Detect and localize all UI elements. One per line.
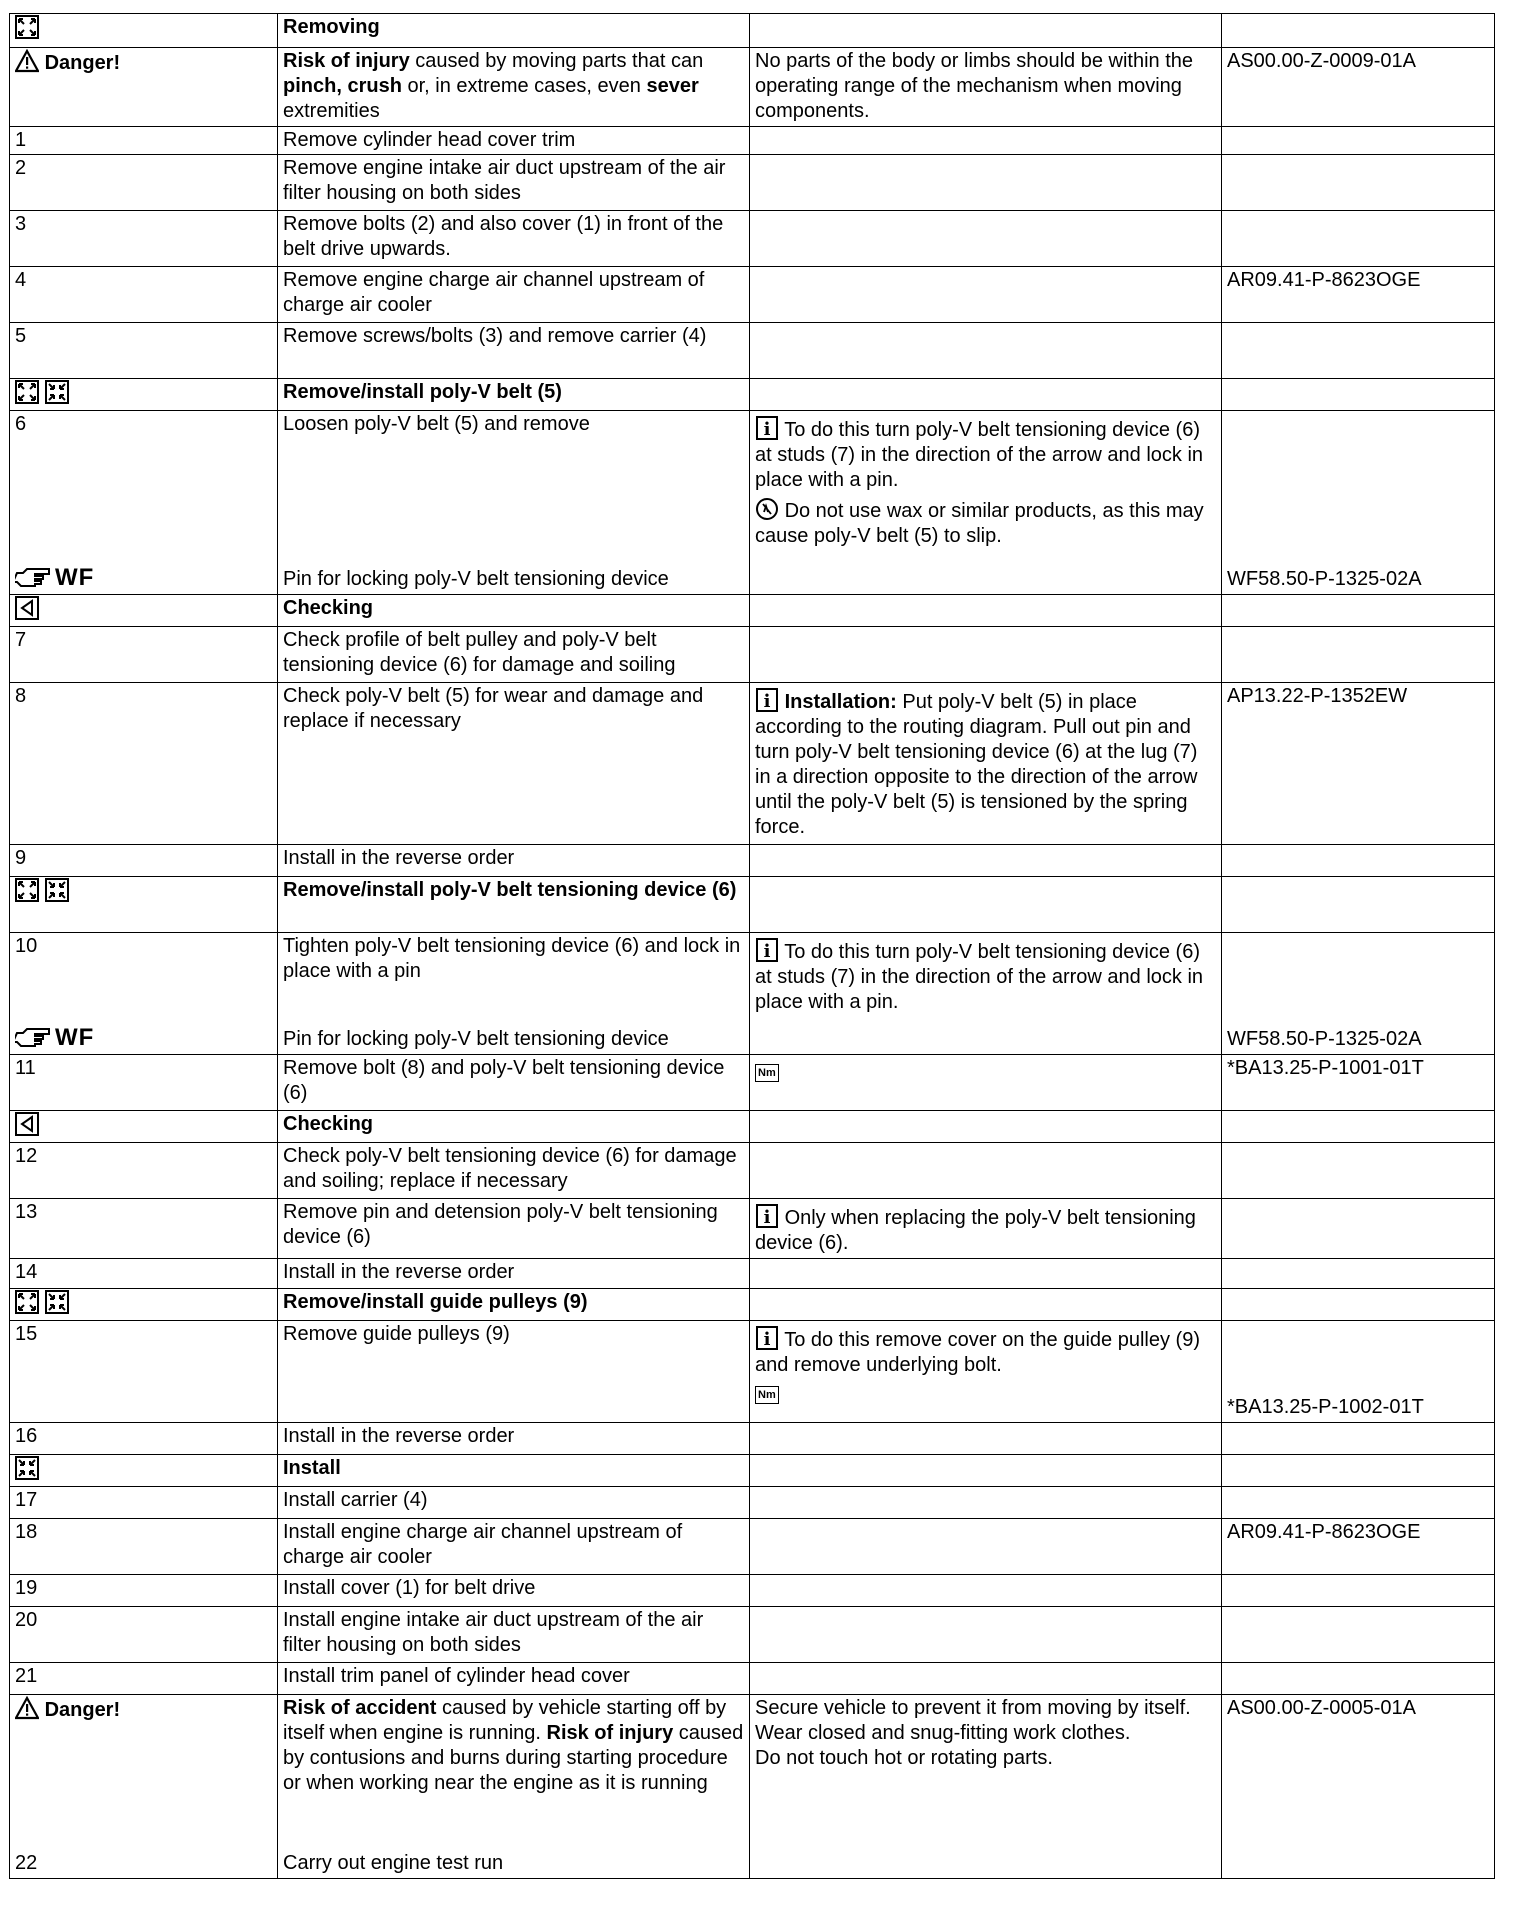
note-cell [750, 1423, 1222, 1455]
step-cell [10, 1199, 278, 1259]
step-number: 8 [15, 685, 27, 707]
instruction-text: Carry out engine test run [283, 1852, 504, 1874]
special-tool-label: WF [55, 564, 95, 591]
info-icon [755, 688, 779, 712]
table-row [10, 1321, 1495, 1423]
instruction-text: Tighten poly-V belt tensioning device (6) and lock in place with a pin [283, 935, 741, 982]
warning-text: caused by vehicle starting off by itself when engine is running. [283, 1697, 727, 1744]
reference-cell [1222, 877, 1495, 933]
reference-cell [1222, 323, 1495, 379]
step-cell [10, 155, 278, 211]
instruction-cell [278, 933, 750, 1055]
instruction-text: Remove engine charge air channel upstream of charge air cooler [283, 269, 705, 316]
document-reference-link[interactable]: WF58.50-P-1325-02A [1227, 1028, 1422, 1050]
instruction-cell [278, 683, 750, 845]
note-cell [750, 1259, 1222, 1289]
step-cell [10, 267, 278, 323]
table-row [10, 127, 1495, 155]
note-text: To do this remove cover on the guide pulley (9) and remove underlying bolt. [755, 1329, 1200, 1376]
table-row [10, 379, 1495, 411]
table-row [10, 1607, 1495, 1663]
step-cell [10, 1695, 278, 1879]
instruction-text: Remove bolt (8) and poly-V belt tensioning device (6) [283, 1057, 725, 1104]
step-cell [10, 323, 278, 379]
note-cell [750, 1199, 1222, 1259]
table-row [10, 1111, 1495, 1143]
note-cell [750, 845, 1222, 877]
table-row [10, 14, 1495, 48]
checking-icon [15, 596, 39, 620]
instruction-cell [278, 14, 750, 48]
reference-cell [1222, 1423, 1495, 1455]
section-heading: Remove/install guide pulleys (9) [283, 1291, 588, 1313]
hand-pointer-icon [15, 1025, 55, 1049]
table-row [10, 1289, 1495, 1321]
warning-icon [15, 1696, 39, 1720]
instruction-cell [278, 1487, 750, 1519]
table-row [10, 1055, 1495, 1111]
step-cell [10, 933, 278, 1055]
instruction-text: Install cover (1) for belt drive [283, 1577, 536, 1599]
reference-cell [1222, 48, 1495, 127]
reference-cell [1222, 933, 1495, 1055]
note-cell [750, 127, 1222, 155]
step-cell [10, 1055, 278, 1111]
instruction-text: Remove engine intake air duct upstream of the air filter housing on both sides [283, 157, 726, 204]
document-reference-link[interactable]: AS00.00-Z-0009-01A [1227, 50, 1417, 72]
install-icon [45, 1290, 69, 1314]
note-cell [750, 155, 1222, 211]
instruction-text: Check poly-V belt tensioning device (6) for damage and soiling; replace if necessary [283, 1145, 737, 1192]
instruction-cell [278, 211, 750, 267]
note-text: Wear closed and snug-fitting work clothes. [755, 1722, 1131, 1744]
reference-cell [1222, 1663, 1495, 1695]
instruction-cell [278, 1519, 750, 1575]
step-cell [10, 1289, 278, 1321]
reference-cell [1222, 1055, 1495, 1111]
reference-cell [1222, 1259, 1495, 1289]
instruction-cell [278, 155, 750, 211]
warning-icon [15, 49, 39, 73]
step-cell [10, 14, 278, 48]
note-cell [750, 1455, 1222, 1487]
instruction-text: Install in the reverse order [283, 1425, 515, 1447]
instruction-cell [278, 1259, 750, 1289]
step-cell [10, 627, 278, 683]
step-number: 13 [15, 1201, 38, 1223]
instruction-cell [278, 1289, 750, 1321]
step-cell [10, 1575, 278, 1607]
step-cell [10, 379, 278, 411]
note-text: To do this turn poly-V belt tensioning device (6) at studs (7) in the direction of the arrow and lock in place with a pin. [755, 941, 1204, 1013]
instruction-cell [278, 1199, 750, 1259]
note-text: To do this turn poly-V belt tensioning device (6) at studs (7) in the direction of the arrow and lock in place with a pin. [755, 419, 1204, 491]
step-cell [10, 1259, 278, 1289]
instruction-cell [278, 1055, 750, 1111]
note-cell [750, 877, 1222, 933]
special-tool-label: WF [55, 1024, 95, 1051]
document-reference-link[interactable]: WF58.50-P-1325-02A [1227, 568, 1422, 590]
svg-text:i: i [763, 419, 771, 440]
instruction-cell [278, 411, 750, 595]
reference-cell [1222, 14, 1495, 48]
step-number: 4 [15, 269, 27, 291]
reference-cell [1222, 211, 1495, 267]
instruction-text: Install in the reverse order [283, 847, 515, 869]
table-row [10, 877, 1495, 933]
section-heading: Removing [283, 16, 380, 38]
tool-description: Pin for locking poly-V belt tensioning device [283, 1028, 669, 1050]
step-cell [10, 411, 278, 595]
instruction-cell [278, 1663, 750, 1695]
table-row [10, 48, 1495, 127]
reference-cell [1222, 379, 1495, 411]
step-number: 5 [15, 325, 27, 347]
warning-text: caused by moving parts that can [409, 50, 704, 72]
table-row [10, 595, 1495, 627]
table-row [10, 211, 1495, 267]
note-cell [750, 1289, 1222, 1321]
instruction-cell [278, 267, 750, 323]
step-number: 14 [15, 1261, 38, 1283]
instruction-cell [278, 1111, 750, 1143]
table-row [10, 1199, 1495, 1259]
warning-text: Risk of injury [283, 50, 410, 72]
caution-icon [755, 497, 779, 521]
note-cell [750, 48, 1222, 127]
reference-cell [1222, 1695, 1495, 1879]
table-row [10, 1423, 1495, 1455]
note-cell [750, 627, 1222, 683]
reference-cell [1222, 595, 1495, 627]
checking-icon [15, 1112, 39, 1136]
table-row [10, 933, 1495, 1055]
step-cell [10, 48, 278, 127]
svg-text:i: i [763, 941, 771, 962]
warning-text: or, in extreme cases, even [401, 75, 647, 97]
table-row [10, 1259, 1495, 1289]
note-text: No parts of the body or limbs should be within the operating range of the mechanism when moving components. [755, 50, 1194, 122]
step-cell [10, 211, 278, 267]
instruction-cell [278, 1455, 750, 1487]
section-heading: Remove/install poly-V belt tensioning device (6) [283, 879, 737, 901]
instruction-text: Check profile of belt pulley and poly-V belt tensioning device (6) for damage and soiling [283, 629, 676, 676]
step-number: 9 [15, 847, 27, 869]
reference-cell [1222, 845, 1495, 877]
reference-cell [1222, 1289, 1495, 1321]
reference-cell [1222, 683, 1495, 845]
step-number: 19 [15, 1577, 38, 1599]
step-number: 16 [15, 1425, 38, 1447]
note-cell [750, 1519, 1222, 1575]
table-row [10, 683, 1495, 845]
step-number: 17 [15, 1489, 38, 1511]
step-number: 11 [15, 1057, 36, 1079]
table-row [10, 1487, 1495, 1519]
table-row [10, 1695, 1495, 1879]
section-heading: Checking [283, 597, 374, 619]
table-row [10, 845, 1495, 877]
table-row [10, 267, 1495, 323]
step-number: 3 [15, 213, 27, 235]
note-cell [750, 933, 1222, 1055]
document-reference-link[interactable]: AS00.00-Z-0005-01A [1227, 1697, 1417, 1719]
step-number: 20 [15, 1609, 38, 1631]
note-cell [750, 1487, 1222, 1519]
svg-text:i: i [763, 1329, 771, 1350]
step-number: 12 [15, 1145, 38, 1167]
document-reference-link[interactable]: *BA13.25-P-1001-01T [1227, 1057, 1424, 1079]
instruction-text: Install trim panel of cylinder head cover [283, 1665, 630, 1687]
instruction-text: Remove screws/bolts (3) and remove carrier (4) [283, 325, 707, 347]
step-cell [10, 877, 278, 933]
note-heading: Installation: [784, 691, 897, 713]
step-number: 22 [15, 1852, 38, 1874]
note-cell [750, 379, 1222, 411]
instruction-text: Loosen poly-V belt (5) and remove [283, 413, 590, 435]
hand-pointer-icon [15, 565, 55, 589]
instruction-cell [278, 845, 750, 877]
remove-icon [15, 1290, 39, 1314]
info-icon [755, 416, 779, 440]
step-cell [10, 1111, 278, 1143]
step-number: 10 [15, 935, 38, 957]
remove-icon [15, 878, 39, 902]
step-number: 18 [15, 1521, 38, 1543]
instruction-text: Check poly-V belt (5) for wear and damage and replace if necessary [283, 685, 704, 732]
info-icon [755, 1326, 779, 1350]
torque-icon: Nm [755, 1064, 779, 1082]
note-text: Only when replacing the poly-V belt tensioning device (6). [755, 1207, 1196, 1254]
note-cell [750, 1321, 1222, 1423]
instruction-text: Remove guide pulleys (9) [283, 1323, 510, 1345]
warning-text: sever [646, 75, 699, 97]
warning-text: Risk of injury [546, 1722, 674, 1744]
note-cell [750, 411, 1222, 595]
instruction-cell [278, 127, 750, 155]
note-cell [750, 211, 1222, 267]
step-cell [10, 845, 278, 877]
install-icon [15, 1456, 39, 1480]
step-cell [10, 127, 278, 155]
step-number: 21 [15, 1665, 38, 1687]
reference-cell [1222, 1519, 1495, 1575]
instruction-cell [278, 595, 750, 627]
note-cell [750, 267, 1222, 323]
reference-cell [1222, 1607, 1495, 1663]
step-cell [10, 595, 278, 627]
reference-cell [1222, 155, 1495, 211]
reference-cell [1222, 1487, 1495, 1519]
section-heading: Remove/install poly-V belt (5) [283, 381, 562, 403]
note-cell [750, 1111, 1222, 1143]
step-number: 7 [15, 629, 27, 651]
step-cell [10, 683, 278, 845]
instruction-text: Install engine charge air channel upstream of charge air cooler [283, 1521, 683, 1568]
reference-cell [1222, 1111, 1495, 1143]
table-row [10, 1663, 1495, 1695]
caution-text: Do not use wax or similar products, as this may cause poly-V belt (5) to slip. [755, 500, 1204, 547]
repair-procedure-table [9, 13, 1495, 1879]
instruction-cell [278, 877, 750, 933]
note-cell [750, 1143, 1222, 1199]
remove-icon [15, 15, 39, 39]
instruction-cell [278, 1321, 750, 1423]
reference-cell [1222, 411, 1495, 595]
instruction-cell [278, 1695, 750, 1879]
step-cell [10, 1455, 278, 1487]
note-cell [750, 14, 1222, 48]
warning-text: caused by contusions and burns during starting procedure or when working near the engine as it is running [283, 1722, 744, 1794]
instruction-text: Install engine intake air duct upstream of the air filter housing on both sides [283, 1609, 704, 1656]
reference-cell [1222, 127, 1495, 155]
svg-text:i: i [763, 1207, 771, 1228]
reference-cell [1222, 1321, 1495, 1423]
note-cell [750, 323, 1222, 379]
section-heading: Install [283, 1457, 341, 1479]
instruction-cell [278, 627, 750, 683]
step-number: 6 [15, 413, 27, 435]
document-reference-link[interactable]: AR09.41-P-8623OGE [1227, 269, 1421, 291]
remove-icon [15, 380, 39, 404]
table-row [10, 411, 1495, 595]
step-cell [10, 1423, 278, 1455]
document-reference-link[interactable]: *BA13.25-P-1002-01T [1227, 1396, 1424, 1418]
instruction-cell [278, 1423, 750, 1455]
step-cell [10, 1607, 278, 1663]
table-row [10, 1519, 1495, 1575]
reference-cell [1222, 1575, 1495, 1607]
instruction-text: Install carrier (4) [283, 1489, 428, 1511]
install-icon [45, 380, 69, 404]
torque-icon: Nm [755, 1386, 779, 1404]
warning-text: pinch, crush [283, 75, 402, 97]
step-cell [10, 1487, 278, 1519]
instruction-text: Remove bolts (2) and also cover (1) in front of the belt drive upwards. [283, 213, 724, 260]
document-reference-link[interactable]: AR09.41-P-8623OGE [1227, 1521, 1421, 1543]
warning-text: Risk of accident [283, 1697, 437, 1719]
step-number: 2 [15, 157, 27, 179]
note-text: Secure vehicle to prevent it from moving by itself. [755, 1697, 1191, 1719]
note-cell [750, 683, 1222, 845]
table-row [10, 155, 1495, 211]
step-number: 1 [15, 129, 27, 151]
step-number: 15 [15, 1323, 38, 1345]
instruction-cell [278, 1143, 750, 1199]
svg-text:i: i [763, 691, 771, 712]
danger-label: Danger! [44, 1699, 121, 1721]
reference-cell [1222, 627, 1495, 683]
note-text: Do not touch hot or rotating parts. [755, 1747, 1053, 1769]
document-reference-link[interactable]: AP13.22-P-1352EW [1227, 685, 1408, 707]
step-cell [10, 1663, 278, 1695]
reference-cell [1222, 1143, 1495, 1199]
note-text: Put poly-V belt (5) in place according to the routing diagram. Pull out pin and turn poly-V belt tensioning device (6) at the lug (7) in a direction opposite to the direction of the arrow until the poly-V belt (5) is tensioned by the spring force. [755, 691, 1198, 838]
reference-cell [1222, 1199, 1495, 1259]
table-row [10, 627, 1495, 683]
tool-description: Pin for locking poly-V belt tensioning device [283, 568, 669, 590]
instruction-text: Remove cylinder head cover trim [283, 129, 576, 151]
table-row [10, 1455, 1495, 1487]
info-icon [755, 938, 779, 962]
warning-text: extremities [283, 100, 380, 122]
note-cell [750, 1695, 1222, 1879]
step-cell [10, 1321, 278, 1423]
table-row [10, 1575, 1495, 1607]
reference-cell [1222, 267, 1495, 323]
note-cell [750, 1575, 1222, 1607]
note-cell [750, 595, 1222, 627]
step-cell [10, 1519, 278, 1575]
table-row [10, 323, 1495, 379]
note-cell [750, 1607, 1222, 1663]
reference-cell [1222, 1455, 1495, 1487]
table-row [10, 1143, 1495, 1199]
install-icon [45, 878, 69, 902]
instruction-cell [278, 323, 750, 379]
instruction-text: Install in the reverse order [283, 1261, 515, 1283]
note-cell [750, 1055, 1222, 1111]
instruction-cell [278, 1607, 750, 1663]
step-cell [10, 1143, 278, 1199]
danger-label: Danger! [44, 52, 121, 74]
section-heading: Checking [283, 1113, 374, 1135]
instruction-cell [278, 379, 750, 411]
note-cell [750, 1663, 1222, 1695]
instruction-cell [278, 48, 750, 127]
info-icon [755, 1204, 779, 1228]
instruction-cell [278, 1575, 750, 1607]
instruction-text: Remove pin and detension poly-V belt tensioning device (6) [283, 1201, 718, 1248]
